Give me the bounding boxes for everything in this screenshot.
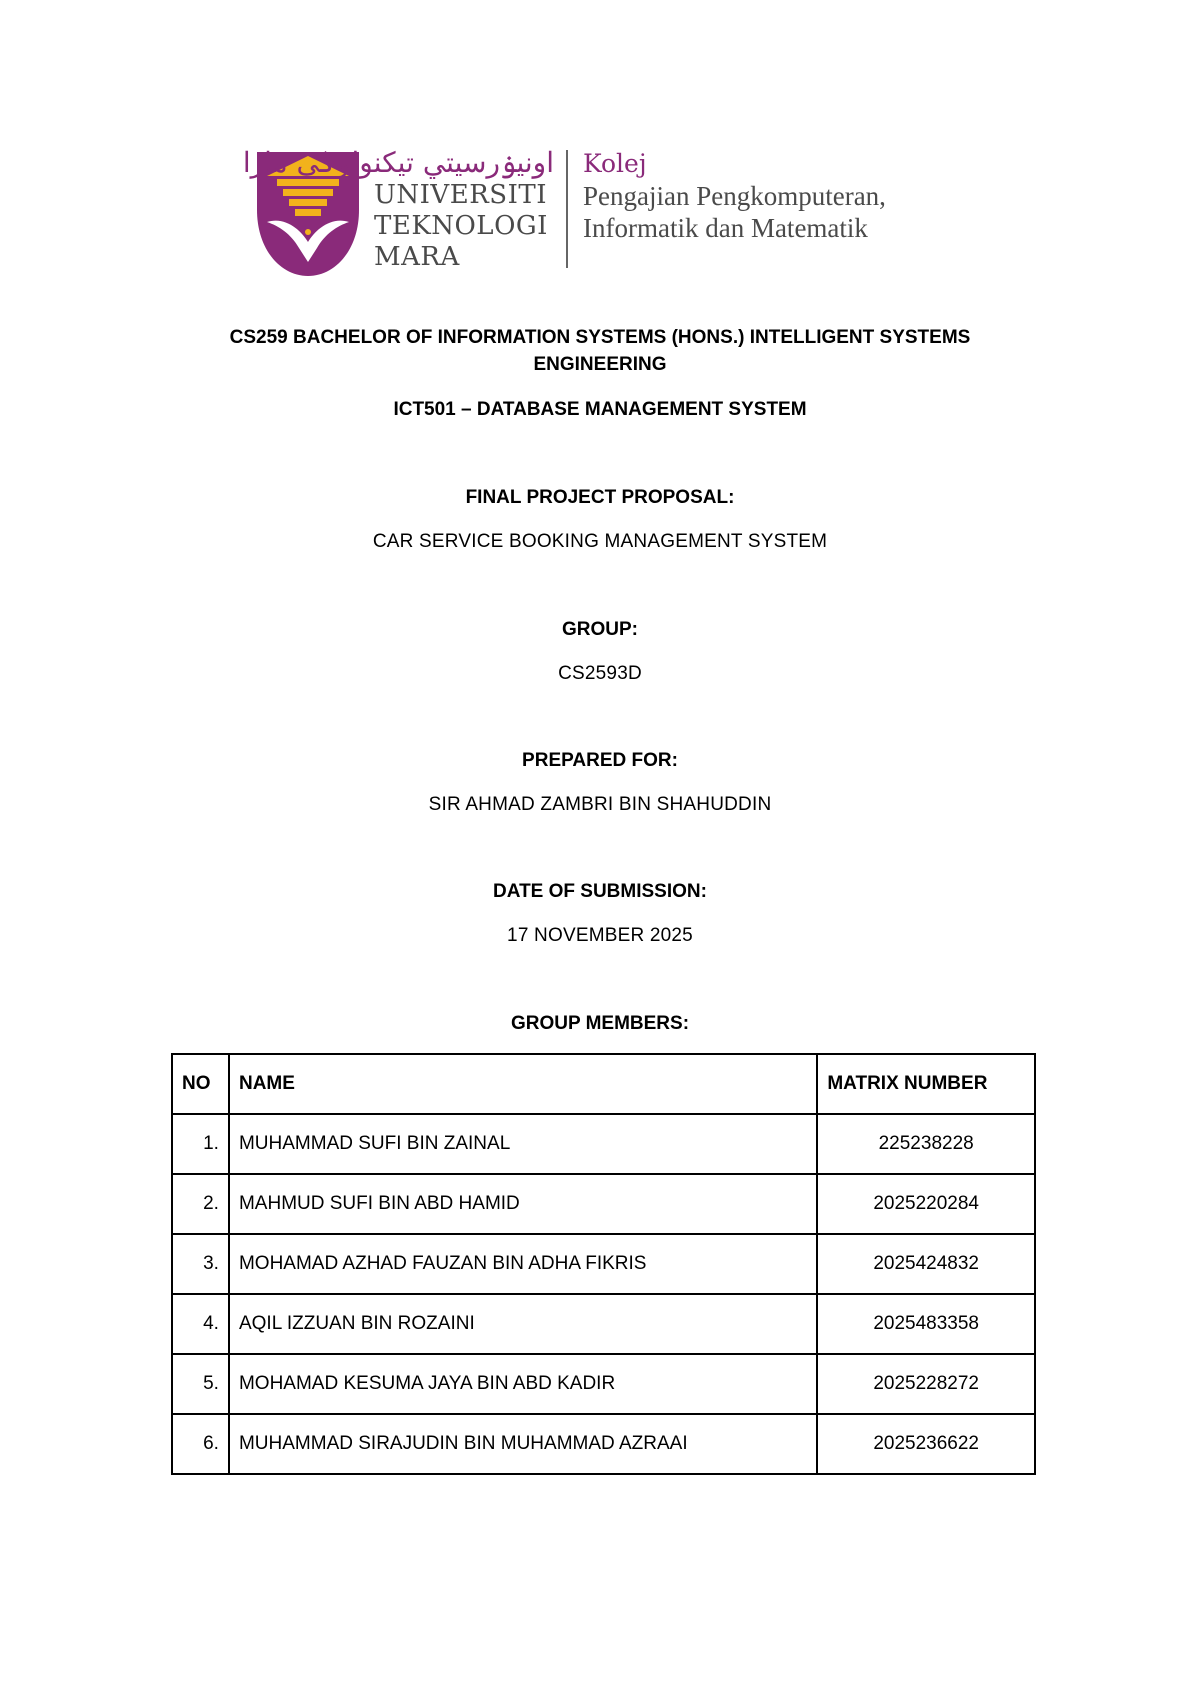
program-title bbox=[150, 324, 1050, 378]
header-name: NAME bbox=[229, 1054, 817, 1114]
member-name: MAHMUD SUFI BIN ABD HAMID bbox=[229, 1174, 817, 1234]
member-name: MOHAMAD AZHAD FAUZAN BIN ADHA FIKRIS bbox=[229, 1234, 817, 1294]
member-no: 3. bbox=[172, 1234, 229, 1294]
member-matrix: 2025220284 bbox=[817, 1174, 1035, 1234]
member-no: 2. bbox=[172, 1174, 229, 1234]
college-name-line-1: Pengajian Pengkomputeran, bbox=[583, 181, 886, 211]
members-heading bbox=[150, 1010, 1050, 1037]
table-row bbox=[172, 1174, 1035, 1234]
member-matrix: 2025236622 bbox=[817, 1414, 1035, 1474]
member-no: 4. bbox=[172, 1294, 229, 1354]
proposal-section bbox=[150, 484, 1050, 555]
course-title bbox=[150, 396, 1050, 423]
group-value: CS2593D bbox=[558, 663, 642, 684]
program-title-line-2: ENGINEERING bbox=[533, 354, 667, 375]
member-matrix: 2025228272 bbox=[817, 1354, 1035, 1414]
member-matrix: 2025483358 bbox=[817, 1294, 1035, 1354]
member-name: MUHAMMAD SIRAJUDIN BIN MUHAMMAD AZRAAI bbox=[229, 1414, 817, 1474]
college-name-block bbox=[583, 148, 963, 244]
university-name-line-1: UNIVERSITI bbox=[374, 180, 547, 210]
university-name-line-3: MARA bbox=[374, 242, 460, 272]
program-title-line-1: CS259 BACHELOR OF INFORMATION SYSTEMS (HONS.) INTELLIGENT SYSTEMS bbox=[229, 327, 971, 348]
proposal-label: FINAL PROJECT PROPOSAL: bbox=[465, 487, 735, 508]
table-row bbox=[172, 1234, 1035, 1294]
university-name-line-2: TEKNOLOGI bbox=[374, 211, 548, 241]
group-section bbox=[150, 616, 1050, 687]
submission-section bbox=[150, 878, 1050, 949]
member-no: 1. bbox=[172, 1114, 229, 1174]
member-name: AQIL IZZUAN BIN ROZAINI bbox=[229, 1294, 817, 1354]
group-label: GROUP: bbox=[562, 619, 638, 640]
table-row bbox=[172, 1114, 1035, 1174]
prepared-for-label: PREPARED FOR: bbox=[522, 750, 678, 771]
header-matrix-number: MATRIX NUMBER bbox=[817, 1054, 1035, 1114]
prepared-for-value: SIR AHMAD ZAMBRI BIN SHAHUDDIN bbox=[428, 794, 772, 815]
members-label: GROUP MEMBERS: bbox=[510, 1013, 690, 1034]
proposal-value: CAR SERVICE BOOKING MANAGEMENT SYSTEM bbox=[372, 531, 828, 552]
college-name-line-2: Informatik dan Matematik bbox=[583, 213, 868, 243]
prepared-for-section bbox=[150, 747, 1050, 818]
college-title: Kolej bbox=[583, 149, 647, 178]
submission-label: DATE OF SUBMISSION: bbox=[493, 881, 707, 902]
header-no: NO bbox=[172, 1054, 229, 1114]
member-no: 5. bbox=[172, 1354, 229, 1414]
university-logo-header bbox=[242, 146, 957, 278]
member-name: MOHAMAD KESUMA JAYA BIN ABD KADIR bbox=[229, 1354, 817, 1414]
arabic-university-name: اونيۏرسيتي تيکنولوݢي مارا bbox=[242, 146, 554, 179]
member-matrix: 2025424832 bbox=[817, 1234, 1035, 1294]
table-row bbox=[172, 1294, 1035, 1354]
table-row bbox=[172, 1354, 1035, 1414]
logo-divider bbox=[566, 150, 568, 268]
university-name-block bbox=[242, 146, 554, 278]
table-header-row bbox=[172, 1054, 1035, 1114]
table-row bbox=[172, 1414, 1035, 1474]
course-title-text: ICT501 – DATABASE MANAGEMENT SYSTEM bbox=[393, 399, 807, 420]
member-name: MUHAMMAD SUFI BIN ZAINAL bbox=[229, 1114, 817, 1174]
submission-value: 17 NOVEMBER 2025 bbox=[507, 925, 693, 946]
member-matrix: 225238228 bbox=[817, 1114, 1035, 1174]
member-no: 6. bbox=[172, 1414, 229, 1474]
group-members-table bbox=[171, 1053, 1036, 1475]
